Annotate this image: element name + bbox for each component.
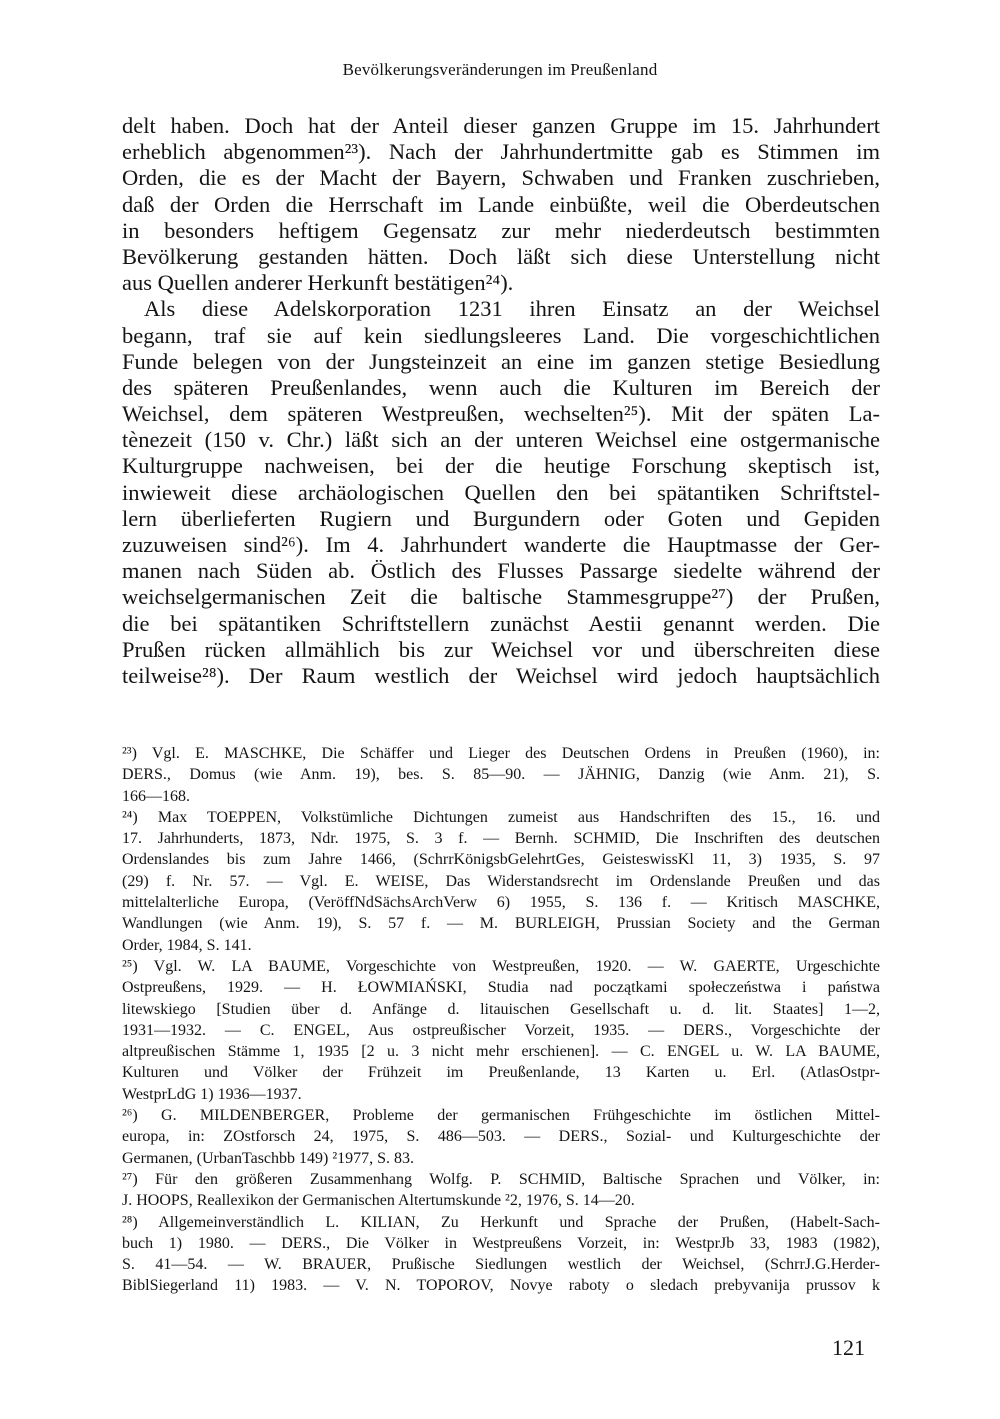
footnote-line: altpreußischen Stämme 1, 1935 [2 u. 3 nicht mehr erschienen]. — C. ENGEL u. W. LA BAUME, bbox=[122, 1043, 880, 1061]
footnote-line: ²⁴) Max TOEPPEN, Volkstümliche Dichtungen zumeist aus Handschriften des 15., 16. und bbox=[122, 808, 880, 826]
footnote-line: Kulturen und Völker der Frühzeit im Preußenlande, 13 Karten u. Erl. (AtlasOstpr- bbox=[122, 1064, 880, 1082]
footnote-line: Ordenslandes bis zum Jahre 1466, (SchrrKönigsbGelehrtGes, GeisteswissKl 11, 3) 1935, S. 97 bbox=[122, 851, 880, 869]
footnote-line: S. 41—54. — W. BRAUER, Prußische Siedlungen westlich der Weichsel, (SchrrJ.G.Herder- bbox=[122, 1256, 880, 1274]
footnote-line: ²⁷) Für den größeren Zusammenhang Wolfg. P. SCHMID, Baltische Sprachen und Völker, in: bbox=[122, 1170, 880, 1188]
text-line: tènezeit (150 v. Chr.) läßt sich an der unteren Weichsel eine ostgermanische bbox=[122, 427, 880, 453]
footnote-line: Germanen, (UrbanTaschbb 149) ²1977, S. 83. bbox=[122, 1149, 415, 1167]
footnote-line: litewskiego [Studien über d. Anfänge d. litauischen Gesellschaft u. d. lit. Staates] 1—2, bbox=[122, 1000, 880, 1018]
footnote-line: europa, in: ZOstforsch 24, 1975, S. 486—503. — DERS., Sozial- und Kulturgeschichte der bbox=[122, 1128, 880, 1146]
text-line: Funde belegen von der Jungsteinzeit an eine im ganzen stetige Besiedlung bbox=[122, 348, 880, 374]
footnote-line: buch 1) 1980. — DERS., Die Völker in Westpreußens Vorzeit, in: WestprJb 33, 1983 (1982), bbox=[122, 1234, 880, 1252]
footnote-line: Wandlungen (wie Anm. 19), S. 57 f. — M. BURLEIGH, Prussian Society and the German bbox=[122, 915, 880, 933]
page-number: 121 bbox=[832, 1335, 865, 1360]
text-line: weichselgermanischen Zeit die baltische Stammesgruppe²⁷) der Prußen, bbox=[122, 584, 880, 610]
footnote-line: Ostpreußens, 1929. — H. ŁOWMIAŃSKI, Studia nad początkami społeczeństwa i państwa bbox=[122, 979, 880, 997]
footnote-line: ²⁸) Allgemeinverständlich L. KILIAN, Zu Herkunft und Sprache der Prußen, (Habelt-Sach- bbox=[122, 1213, 880, 1231]
text-line: Prußen rücken allmählich bis zur Weichsel vor und überschreiten diese bbox=[122, 636, 880, 662]
text-line: Weichsel, dem späteren Westpreußen, wechselten²⁵). Mit der späten La- bbox=[122, 401, 880, 427]
footnote-line: mittelalterliche Europa, (VeröffNdSächsArchVerw 6) 1955, S. 136 f. — Kritisch MASCHKE, bbox=[122, 894, 880, 912]
text-line: daß der Orden die Herrschaft im Lande einbüßte, weil die Oberdeutschen bbox=[122, 191, 880, 217]
footnote-line: ²³) Vgl. E. MASCHKE, Die Schäffer und Lieger des Deutschen Ordens in Preußen (1960), in: bbox=[122, 745, 880, 762]
footnote-line: ²⁵) Vgl. W. LA BAUME, Vorgeschichte von Westpreußen, 1920. — W. GAERTE, Urgeschichte bbox=[122, 957, 880, 975]
text-line: delt haben. Doch hat der Anteil dieser ganzen Gruppe im 15. Jahrhundert bbox=[122, 113, 880, 138]
footnote-line: WestprLdG 1) 1936—1937. bbox=[122, 1085, 302, 1103]
text-line: des späteren Preußenlandes, wenn auch die Kulturen im Bereich der bbox=[122, 374, 880, 400]
text-line: inwieweit diese archäologischen Quellen den bei spätantiken Schriftstel- bbox=[122, 479, 880, 505]
footnote-line: (29) f. Nr. 57. — Vgl. E. WEISE, Das Widerstandsrecht im Ordenslande Preußen und das bbox=[122, 872, 880, 890]
text-line: manen nach Süden ab. Östlich des Flusses Passarge siedelte während der bbox=[122, 558, 880, 584]
footnote-line: 166—168. bbox=[122, 787, 190, 805]
text-line: Als diese Adelskorporation 1231 ihren Einsatz an der Weichsel bbox=[144, 296, 880, 322]
footnote-line: J. HOOPS, Reallexikon der Germanischen Altertumskunde ²2, 1976, S. 14—20. bbox=[122, 1192, 635, 1210]
text-line: Kulturgruppe nachweisen, bei der die heutige Forschung skeptisch ist, bbox=[122, 453, 880, 479]
text-line: Orden, die es der Macht der Bayern, Schwaben und Franken zuschrieben, bbox=[122, 165, 880, 191]
text-line: erheblich abgenommen²³). Nach der Jahrhundertmitte gab es Stimmen im bbox=[122, 139, 880, 165]
text-line: die bei spätantiken Schriftstellern zunächst Aestii genannt werden. Die bbox=[122, 610, 880, 636]
footnote-line: BiblSiegerland 11) 1983. — V. N. TOPOROV, Novye raboty o sledach prebyvanija prussov k bbox=[122, 1277, 880, 1295]
text-line: aus Quellen anderer Herkunft bestätigen²⁴). bbox=[122, 270, 514, 296]
footnote-line: DERS., Domus (wie Anm. 19), bes. S. 85—90. — JÄHNIG, Danzig (wie Anm. 21), S. bbox=[122, 766, 880, 784]
text-line: begann, traf sie auf kein siedlungsleeres Land. Die vorgeschichtlichen bbox=[122, 322, 880, 348]
footnotes bbox=[122, 743, 880, 1297]
footnote-line: ²⁶) G. MILDENBERGER, Probleme der germanischen Frühgeschichte im östlichen Mittel- bbox=[122, 1107, 880, 1125]
text-line: in besonders heftigem Gegensatz zur mehr niederdeutsch bestimmten bbox=[122, 217, 880, 243]
text-line: Bevölkerung gestanden hätten. Doch läßt sich diese Unterstellung nicht bbox=[122, 243, 880, 269]
running-header: Bevölkerungsveränderungen im Preußenland bbox=[342, 60, 658, 79]
body-text bbox=[122, 113, 880, 689]
text-line: teilweise²⁸). Der Raum westlich der Weichsel wird jedoch hauptsächlich bbox=[122, 662, 880, 688]
footnote-line: Order, 1984, S. 141. bbox=[122, 936, 252, 954]
footnote-line: 1931—1932. — C. ENGEL, Aus ostpreußischer Vorzeit, 1935. — DERS., Vorgeschichte der bbox=[122, 1021, 880, 1039]
footnote-line: 17. Jahrhunderts, 1873, Ndr. 1975, S. 3 f. — Bernh. SCHMID, Die Inschriften des deutschen bbox=[122, 830, 880, 848]
text-line: zuzuweisen sind²⁶). Im 4. Jahrhundert wanderte die Hauptmasse der Ger- bbox=[122, 532, 880, 557]
text-line: lern überlieferten Rugiern und Burgundern oder Goten und Gepiden bbox=[122, 505, 880, 531]
